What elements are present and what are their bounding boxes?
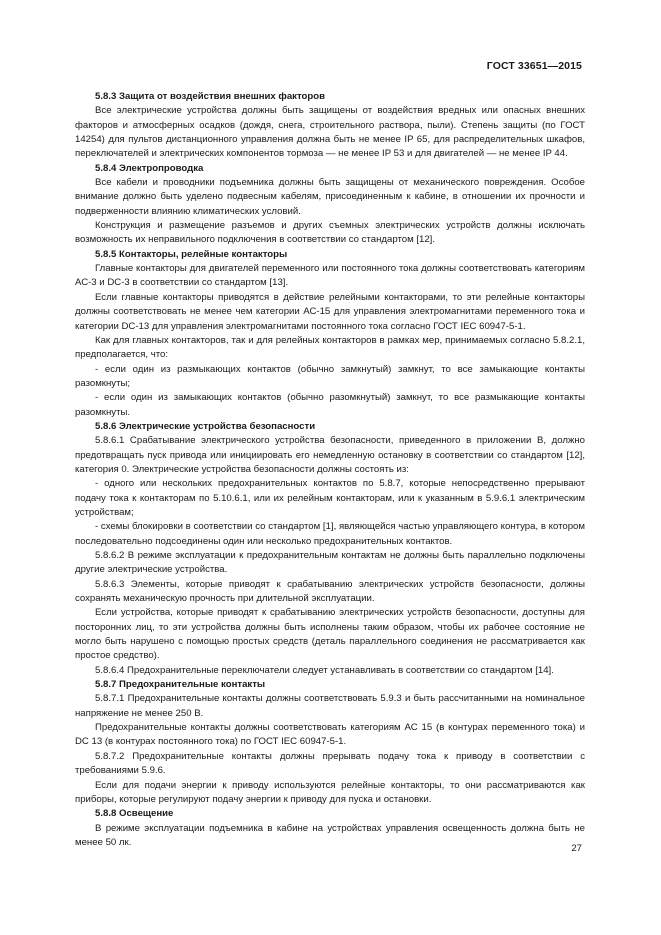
list-item: - схемы блокировки в соответствии со стандартом [1], являющейся частью управляющего контура, в котором последовательно подсоединены один или несколько предохранительных контактов. <box>75 521 585 547</box>
list-item: - если один из замыкающих контактов (обычно разомкнутый) замкнут, то все размыкающие контакты разомкнуты. <box>75 392 585 418</box>
document-code: ГОСТ 33651—2015 <box>486 60 582 72</box>
section-heading-5-8-4: 5.8.4 Электропроводка <box>95 162 204 174</box>
paragraph: Предохранительные контакты должны соответствовать категориям АС 15 (в контурах переменного тока) и DC 13 (в контурах постоянного тока) по ГОСТ IEC 60947-5-1. <box>75 722 585 748</box>
paragraph: Конструкция и размещение разъемов и других съемных электрических устройств должны исключать возможность их неправильного подключения в соответствии со стандартом [12]. <box>75 220 585 246</box>
paragraph: 5.8.6.4 Предохранительные переключатели следует устанавливать в соответствии со стандартом [14]. <box>95 664 554 676</box>
paragraph: Если для подачи энергии к приводу используются релейные контакторы, то они рассматриваются как приборы, которые регулируют подачу энергии к приводу для пуска и остановки. <box>75 779 585 805</box>
paragraph: 5.8.7.2 Предохранительные контакты должны прерывать подачу тока к приводу в соответствии с требованиями 5.9.6. <box>75 750 585 777</box>
paragraph: Как для главных контакторов, так и для релейных контакторов в рамках мер, принимаемых согласно 5.8.2.1, предполагается, что: <box>75 334 585 361</box>
paragraph: Все электрические устройства должны быть защищены от воздействия вредных или опасных внешних факторов и атмосферных осадков (дождя, снега, строительного раствора, пыли). Степень защиты (по ГОСТ 14254) для пультов дистанционного управления должна быть не менее IP 65, для распределительных шкафов, переключателей и электрических компонентов тормоза — не менее IP 53 и для двигателей — не менее IP 44. <box>75 105 585 160</box>
paragraph: Все кабели и проводники подъемника должны быть защищены от механического повреждения. Особое внимание должно быть уделено подвесным кабелям, присоединенным к кабине, в отношении их прочности и подверженности влиянию климатических условий. <box>75 177 585 217</box>
section-heading-5-8-3: 5.8.3 Защита от воздействия внешних факторов <box>95 91 326 102</box>
page-number: 27 <box>571 843 582 854</box>
paragraph: Если устройства, которые приводят к срабатыванию электрических устройств безопасности, доступны для посторонних лиц, то эти устройства должны быть исполнены таким образом, чтобы их рабочее состояние не могло быть нарушено с помощью простых средств (деталь параллельного соединения не рассматривается как простое средство). <box>75 607 585 662</box>
section-heading-5-8-7: 5.8.7 Предохранительные контакты <box>95 679 266 691</box>
paragraph: 5.8.6.1 Срабатывание электрического устройства безопасности, приведенного в приложении В, должно предотвращать пуск привода или инициировать его немедленную остановку в соответствии со стандартом [12], категория 0. Электрические устройства безопасности должны состоять из: <box>75 435 585 475</box>
paragraph: 5.8.6.3 Элементы, которые приводят к срабатыванию электрических устройств безопасности, должны сохранять механическую прочность при длительной эксплуатации. <box>75 578 585 605</box>
paragraph: В режиме эксплуатации подъемника в кабине на устройствах управления освещенность должна быть не менее 50 лк. <box>75 822 585 848</box>
section-heading-5-8-8: 5.8.8 Освещение <box>95 808 174 820</box>
paragraph: 5.8.7.1 Предохранительные контакты должны соответствовать 5.9.3 и быть рассчитанными на номинальное напряжение не менее 250 В. <box>75 693 585 719</box>
list-item: - одного или нескольких предохранительных контактов по 5.8.7, которые непосредственно прерывают подачу тока к контакторам по 5.10.6.1, или их релейным контакторам, или к указанным в 5.9.6.1 электрическим устройствам; <box>75 478 585 518</box>
paragraph: Если главные контакторы приводятся в действие релейными контакторами, то эти релейные контакторы должны соответствовать не менее чем категории АС-15 для управления электромагнитами переменного тока и категории DC-13 для управления электромагнитами постоянного тока согласно ГОСТ IEC 60947-5-1. <box>75 291 585 332</box>
paragraph: 5.8.6.2 В режиме эксплуатации к предохранительным контактам не должны быть параллельно подключены другие электрические устройства. <box>75 550 585 576</box>
list-item: - если один из размыкающих контактов (обычно замкнутый) замкнут, то все замыкающие контакты разомкнуты; <box>75 363 585 389</box>
section-heading-5-8-5: 5.8.5 Контакторы, релейные контакторы <box>95 248 288 260</box>
section-heading-5-8-6: 5.8.6 Электрические устройства безопасности <box>95 420 316 432</box>
page-content <box>75 90 585 850</box>
paragraph: Главные контакторы для двигателей переменного или постоянного тока должны соответствовать категориям АС-3 и DC-3 в соответствии со стандартом [13]. <box>75 263 585 289</box>
